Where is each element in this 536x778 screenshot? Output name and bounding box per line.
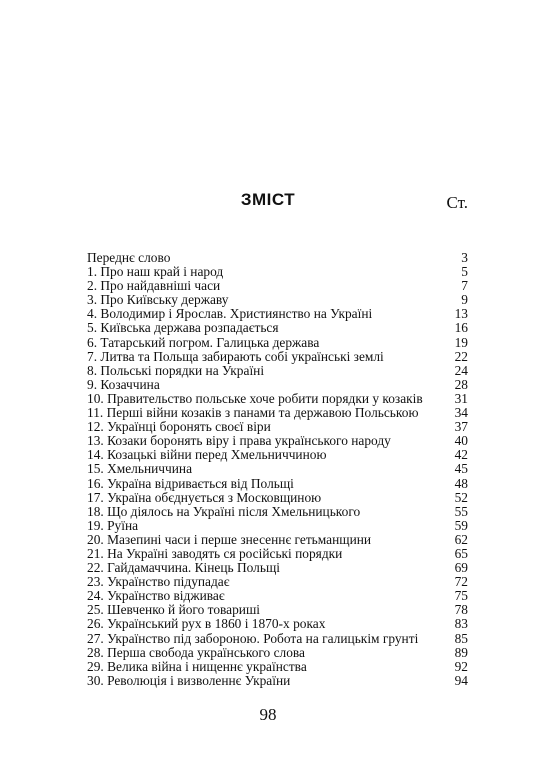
toc-entry-page: 34	[454, 405, 468, 421]
toc-entry-title: 4. Володимир і Ярослав. Християнство на Україні	[87, 307, 373, 322]
toc-entry-title: 2. Про найдавніші часи	[87, 279, 221, 294]
toc-entry	[87, 603, 468, 617]
toc-entry	[87, 265, 468, 279]
toc-entry	[87, 364, 468, 378]
toc-entry	[87, 251, 468, 265]
toc-entry-title: 28. Перша свобода українського слова	[87, 645, 306, 660]
toc-entry-page: 78	[454, 602, 468, 618]
toc-entry-title: 13. Козаки боронять віру і права українського народу	[87, 434, 391, 449]
toc-entry-page: 3	[461, 250, 468, 265]
toc-entry-page: 48	[454, 475, 468, 491]
toc-entry-title: Переднє слово	[87, 251, 171, 265]
toc-entry	[87, 350, 468, 364]
toc-entry	[87, 448, 468, 462]
toc-entry	[87, 533, 468, 547]
page-number: 98	[259, 705, 277, 724]
toc-entry-page: 16	[454, 320, 468, 336]
toc-entry-title: 16. Україна відривається від Польщі	[87, 476, 294, 491]
toc-entry	[87, 505, 468, 519]
toc-entry-title: 14. Козацькі війни перед Хмельниччиною	[87, 448, 327, 463]
toc-entry-page: 62	[454, 531, 468, 547]
toc-entry-page: 28	[454, 376, 468, 392]
toc-entry-title: 25. Шевченко й його товариші	[87, 603, 260, 618]
toc-entry-page: 37	[454, 419, 468, 435]
toc-entry-page: 9	[461, 292, 468, 308]
toc-entry	[87, 519, 468, 533]
toc-entry	[87, 336, 468, 350]
toc-entry	[87, 674, 468, 688]
toc-entry-title: 30. Революція і визволеннє України	[87, 673, 291, 688]
toc-entry-page: 59	[454, 517, 468, 533]
toc-entry-page: 52	[454, 489, 468, 505]
toc-entry	[87, 462, 468, 476]
toc-entry	[87, 293, 468, 307]
toc-entry-page: 65	[454, 545, 468, 561]
toc-entry-title: 24. Українство відживає	[87, 589, 225, 604]
toc-entry-title: 21. На Україні заводять ся російські порядки	[87, 546, 343, 561]
page-title: ЗМІСТ	[240, 190, 296, 209]
toc-entry-page: 22	[454, 348, 468, 364]
toc-entry-page: 83	[454, 616, 468, 632]
table-of-contents	[87, 251, 468, 688]
toc-entry	[87, 434, 468, 448]
toc-entry	[87, 477, 468, 491]
toc-entry	[87, 660, 468, 674]
toc-entry	[87, 279, 468, 293]
toc-entry-page: 5	[461, 264, 468, 280]
toc-entry-page: 31	[454, 390, 468, 406]
toc-entry-page: 92	[454, 658, 468, 674]
toc-entry-page: 19	[454, 334, 468, 350]
toc-entry-page: 94	[454, 672, 468, 688]
page-column-header: Ст.	[446, 193, 468, 212]
toc-entry-title: 3. Про Київську державу	[87, 293, 229, 308]
toc-entry	[87, 547, 468, 561]
toc-entry	[87, 406, 468, 420]
toc-entry-title: 10. Правительство польське хоче робити порядки у козаків	[87, 391, 423, 406]
toc-entry-page: 42	[454, 447, 468, 463]
toc-entry-page: 7	[461, 278, 468, 294]
toc-entry-title: 8. Польські порядки на Україні	[87, 363, 265, 378]
toc-entry-title: 5. Київська держава розпадається	[87, 321, 279, 336]
toc-entry-title: 9. Козаччина	[87, 377, 160, 392]
toc-entry	[87, 392, 468, 406]
toc-entry-title: 7. Литва та Польща забирають собі українські землі	[87, 349, 384, 364]
toc-entry	[87, 575, 468, 589]
toc-entry	[87, 632, 468, 646]
toc-entry-title: 22. Гайдамаччина. Кінець Польщі	[87, 561, 280, 576]
toc-entry	[87, 617, 468, 631]
toc-entry-page: 45	[454, 461, 468, 477]
toc-entry-page: 24	[454, 362, 468, 378]
toc-entry-title: 27. Українство під забороною. Робота на галицькім грунті	[87, 631, 419, 646]
toc-entry	[87, 420, 468, 434]
toc-entry-title: 26. Український рух в 1860 і 1870-х роках	[87, 617, 326, 632]
toc-entry-title: 11. Перші війни козаків з панами та державою Польською	[87, 406, 419, 421]
toc-entry-title: 6. Татарський погром. Галицька держава	[87, 335, 320, 350]
toc-entry	[87, 321, 468, 335]
toc-entry-page: 69	[454, 560, 468, 576]
toc-entry	[87, 561, 468, 575]
toc-entry-title: 17. Україна обєднується з Московщиною	[87, 490, 322, 505]
toc-entry-page: 55	[454, 503, 468, 519]
toc-entry-title: 1. Про наш край і народ	[87, 265, 224, 280]
toc-entry	[87, 378, 468, 392]
toc-entry-page: 40	[454, 433, 468, 449]
toc-entry-page: 72	[454, 574, 468, 590]
toc-entry-title: 23. Українство підупадає	[87, 575, 230, 590]
toc-entry-title: 15. Хмельниччина	[87, 462, 193, 477]
toc-entry	[87, 307, 468, 321]
toc-entry-page: 13	[454, 306, 468, 322]
toc-entry	[87, 646, 468, 660]
toc-entry-title: 12. Українці боронять своєї віри	[87, 420, 271, 435]
toc-entry-title: 29. Велика війна і нищеннє українства	[87, 659, 307, 674]
toc-entry-title: 19. Руїна	[87, 518, 139, 533]
toc-entry-page: 75	[454, 588, 468, 604]
toc-entry	[87, 589, 468, 603]
toc-entry	[87, 491, 468, 505]
toc-entry-page: 89	[454, 644, 468, 660]
toc-entry-title: 20. Мазепині часи і перше знесеннє гетьманщини	[87, 532, 372, 547]
toc-entry-title: 18. Що діялось на Україні після Хмельницького	[87, 504, 361, 519]
toc-entry-page: 85	[454, 630, 468, 646]
